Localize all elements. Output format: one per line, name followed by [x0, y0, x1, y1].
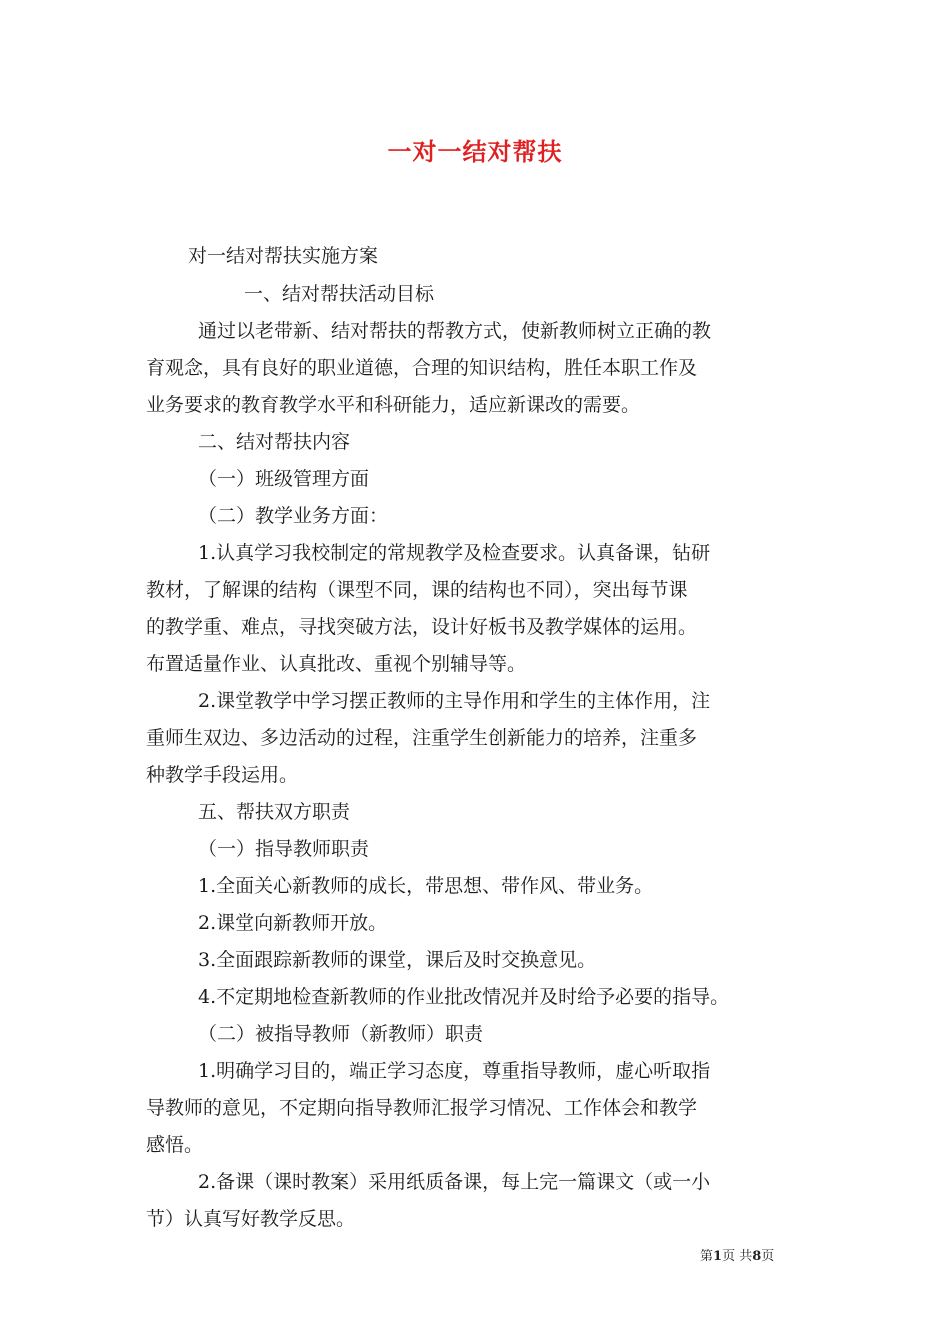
paragraph-line: 1.明确学习目的，端正学习态度，尊重指导教师，虚心听取指: [198, 1060, 711, 1082]
paragraph-line: 感悟。: [146, 1134, 204, 1156]
subsection-heading: （一）指导教师职责: [198, 838, 370, 860]
paragraph-line: 业务要求的教育教学水平和科研能力，适应新课改的需要。: [146, 394, 641, 416]
current-page-number: 1: [713, 1249, 723, 1264]
paragraph-line: 导教师的意见，不定期向指导教师汇报学习情况、工作体会和教学: [146, 1097, 698, 1119]
paragraph-line: 种教学手段运用。: [146, 764, 299, 786]
page-footer: [700, 1245, 774, 1264]
footer-prefix: 第: [700, 1249, 714, 1264]
footer-suffix: 页: [761, 1249, 775, 1264]
section-heading-content: 二、结对帮扶内容: [198, 431, 351, 453]
paragraph-line: 布置适量作业、认真批改、重视个别辅导等。: [146, 653, 527, 675]
paragraph-line: 教材，了解课的结构（课型不同，课的结构也不同），突出每节课: [146, 579, 688, 601]
paragraph-line: 的教学重、难点，寻找突破方法，设计好板书及教学媒体的运用。: [146, 616, 698, 638]
plan-heading: 对一结对帮扶实施方案: [188, 245, 379, 267]
section-heading-duties: 五、帮扶双方职责: [198, 801, 351, 823]
paragraph-line: 节）认真写好教学反思。: [146, 1208, 356, 1230]
paragraph-line: 1.认真学习我校制定的常规教学及检查要求。认真备课，钻研: [198, 542, 711, 564]
paragraph-line: 2.备课（课时教案）采用纸质备课，每上完一篇课文（或一小: [198, 1171, 711, 1193]
subsection-heading: （二）教学业务方面：: [198, 505, 389, 527]
paragraph-line: 育观念，具有良好的职业道德，合理的知识结构，胜任本职工作及: [146, 357, 698, 379]
list-item: 2.课堂向新教师开放。: [198, 912, 388, 934]
list-item: 3.全面跟踪新教师的课堂，课后及时交换意见。: [198, 949, 597, 971]
subsection-heading: （二）被指导教师（新教师）职责: [198, 1023, 484, 1045]
subsection-heading: （一）班级管理方面: [198, 468, 370, 490]
list-item: 1.全面关心新教师的成长，带思想、带作风、带业务。: [198, 875, 654, 897]
footer-middle: 页 共: [722, 1249, 753, 1264]
section-heading-goals: 一、结对帮扶活动目标: [244, 283, 435, 305]
paragraph-line: 重师生双边、多边活动的过程，注重学生创新能力的培养，注重多: [146, 727, 698, 749]
document-title: 一对一结对帮扶: [387, 137, 563, 166]
total-pages-number: 8: [752, 1249, 762, 1264]
list-item: 4.不定期地检查新教师的作业批改情况并及时给予必要的指导。: [198, 986, 730, 1008]
paragraph-line: 通过以老带新、结对帮扶的帮教方式，使新教师树立正确的教: [198, 320, 712, 342]
paragraph-line: 2.课堂教学中学习摆正教师的主导作用和学生的主体作用，注: [198, 690, 711, 712]
